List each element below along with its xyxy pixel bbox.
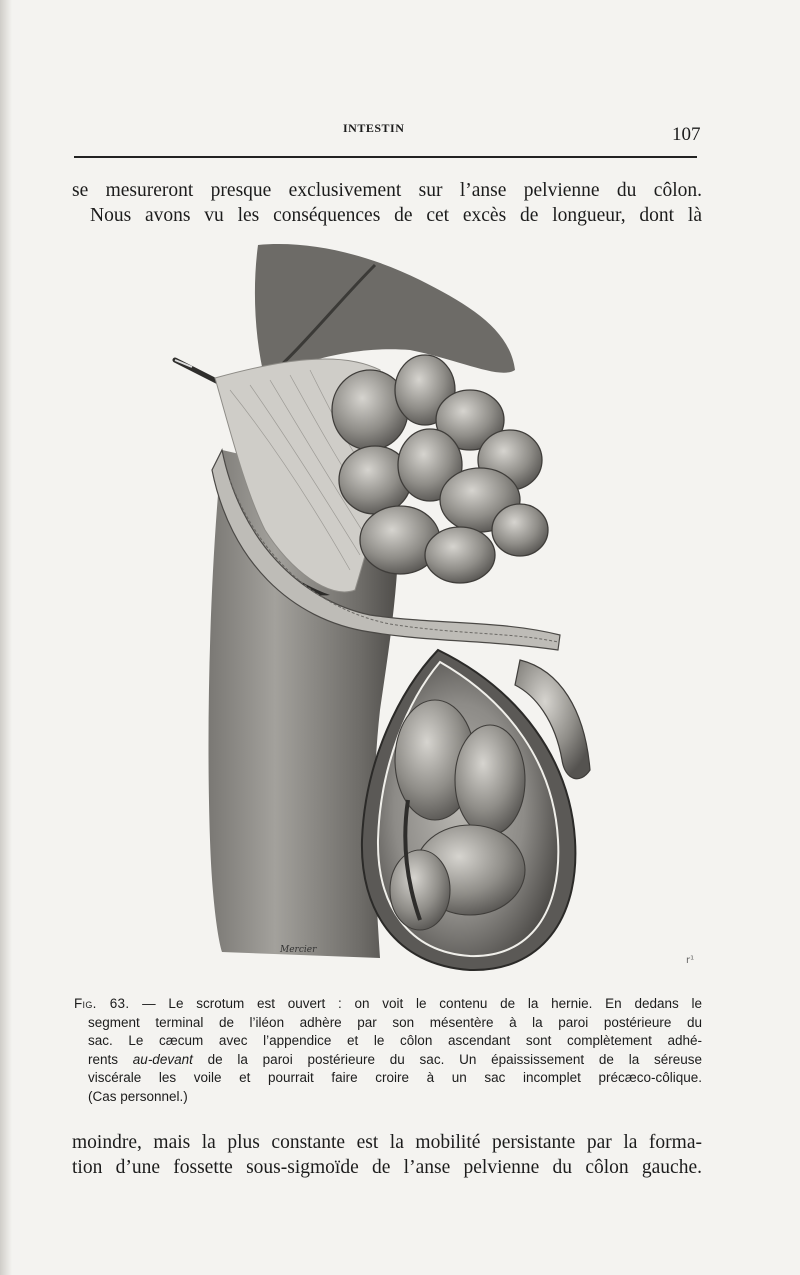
running-title: INTESTIN <box>343 121 405 135</box>
caption-line: (Cas personnel.) <box>88 1088 188 1104</box>
text-line: tion d’une fossette sous-sigmoïde de l’anse pelvienne du côlon gauche. <box>72 1157 702 1178</box>
figure-caption <box>74 995 703 1106</box>
body-paragraph-bottom <box>72 1130 702 1180</box>
text-line: se mesureront presque exclusivement sur l’anse pelvienne du côlon. <box>72 180 702 201</box>
page-gutter-shadow <box>0 0 12 1275</box>
body-paragraph-top <box>72 178 702 228</box>
text-line: moindre, mais la plus constante est la mobilité persistante par la forma- <box>72 1132 702 1153</box>
caption-line: sac. Le cæcum avec l’appendice et le côlon ascendant sont complètement adhé- <box>88 1033 702 1048</box>
text-line: Nous avons vu les conséquences de cet excès de longueur, dont là <box>90 205 702 226</box>
engraver-signature: Mercier <box>280 945 317 955</box>
figure-label: Fig. 63. <box>74 996 130 1011</box>
page-number: 107 <box>672 124 701 145</box>
caption-line: viscérale les voile et pourrait faire croire à un sac incomplet précæco-côlique. <box>88 1070 702 1085</box>
anatomical-figure <box>170 240 630 980</box>
corner-mark: r¹ <box>686 955 695 966</box>
hernia-illustration <box>170 240 630 980</box>
header-rule <box>74 156 697 158</box>
small-intestine-coils <box>332 355 548 583</box>
caption-line: Fig. 63. — Le scrotum est ouvert : on voit le contenu de la hernie. En dedans le <box>74 996 702 1011</box>
caption-line: rents au-devant de la paroi postérieure du sac. Un épaississement de la séreuse <box>88 1051 703 1067</box>
skin-flap <box>255 244 515 380</box>
caption-line: segment terminal de l’iléon adhère par son mésentère à la paroi postérieure du <box>88 1014 702 1030</box>
